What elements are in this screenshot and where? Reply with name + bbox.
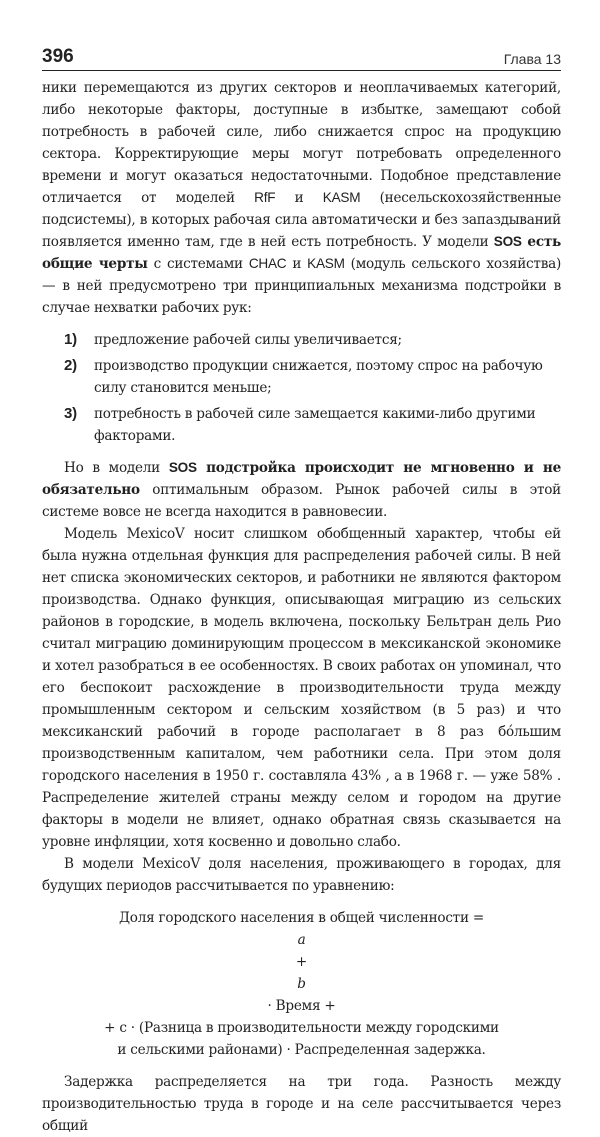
page-body (42, 77, 561, 1137)
numbered-list (42, 329, 561, 447)
sos-term: SOS (168, 460, 197, 475)
running-header (42, 40, 561, 71)
formula-line-1: Доля городского населения в общей численности = a + b · Время + (119, 910, 484, 1014)
page-number: 396 (42, 46, 74, 67)
list-number: 2) (64, 357, 77, 374)
list-item (42, 403, 561, 447)
emphasis: есть общие черты (42, 234, 561, 272)
sos-term: SOS (493, 234, 522, 249)
list-number: 1) (64, 331, 77, 348)
formula (42, 907, 561, 1061)
list-text: предложение рабочей силы увеличивается; (94, 332, 402, 348)
paragraph-2: Но в модели SOS подстройка происходит не мгновенно и не обязательно оптимальным образом. Рынок рабочей силы в этой системе вовсе не всегда находится в равновесии. (42, 460, 561, 520)
paragraph-3: Модель MexicoV носит слишком обобщенный характер, чтобы ей была нужна отдельная функция для распределения рабочей силы. В ней нет списка экономических секторов, и работники не являются фактором производства. Однако функция, описывающая миграцию из сельских районов в городские, в модель включена, поскольку Бельтран дель Рио считал миграцию доминирующим процессом в мексиканской экономике и хотел разобраться в ее особенностях. В своих работах он упоминал, что его беспокоит расхождение в производительности труда между промышленным сектором и сельским хозяйством (в 5 раз) и что мексиканский рабочий в городе располагает в 8 раз бóльшим производственным капиталом, чем работники села. При этом доля городского населения в 1950 г. составляла 43% , а в 1968 г. — уже 58% . Распределение жителей страны между селом и городом на другие факторы в модели не влияет, однако обратная связь сказывается на уровне инфляции, хотя косвенно и довольно слабо. (42, 526, 561, 850)
list-text: потребность в рабочей силе замещается какими-либо другими факторами. (94, 406, 536, 444)
emphasis: подстройка происходит не мгновенно и не обязательно (42, 460, 561, 498)
list-item (42, 355, 561, 399)
list-text: производство продукции снижается, поэтому спрос на рабочую силу становится меньше; (94, 358, 543, 396)
paragraph-4: В модели MexicoV доля населения, проживающего в городах, для будущих периодов рассчитывается по уравнению: (42, 856, 561, 894)
formula-line-2: + c · (Разница в производительности между городскими (104, 1020, 499, 1036)
book-page (42, 40, 561, 1137)
paragraph-1: ники перемещаются из других секторов и неоплачиваемых категорий, либо некоторые факторы, доступные в избытке, замещают собой потребность в рабочей силе, либо снижается спрос на продукцию сектора. Корректирующие меры могут потребовать определенного времени и могут оказаться недостаточными. Подобное представление отличается от моделей RfF и KASM (несельскохозяйственные подсистемы), в которых рабочая сила автоматически и без запаздываний появляется именно там, где в ней есть потребность. У модели SOS есть общие черты с системами CHAC и KASM (модуль сельского хозяйства) — в ней предусмотрено три принципиальных механизма подстройки в случае нехватки рабочих рук: (42, 80, 562, 316)
chapter-label: Глава 13 (503, 51, 561, 67)
paragraph-5: Задержка распределяется на три года. Разность между производительностью труда в городе и на селе рассчитывается через общий (42, 1074, 561, 1134)
formula-line-3: и сельскими районами) · Распределенная задержка. (117, 1042, 486, 1058)
list-item (42, 329, 561, 351)
list-number: 3) (64, 405, 77, 422)
